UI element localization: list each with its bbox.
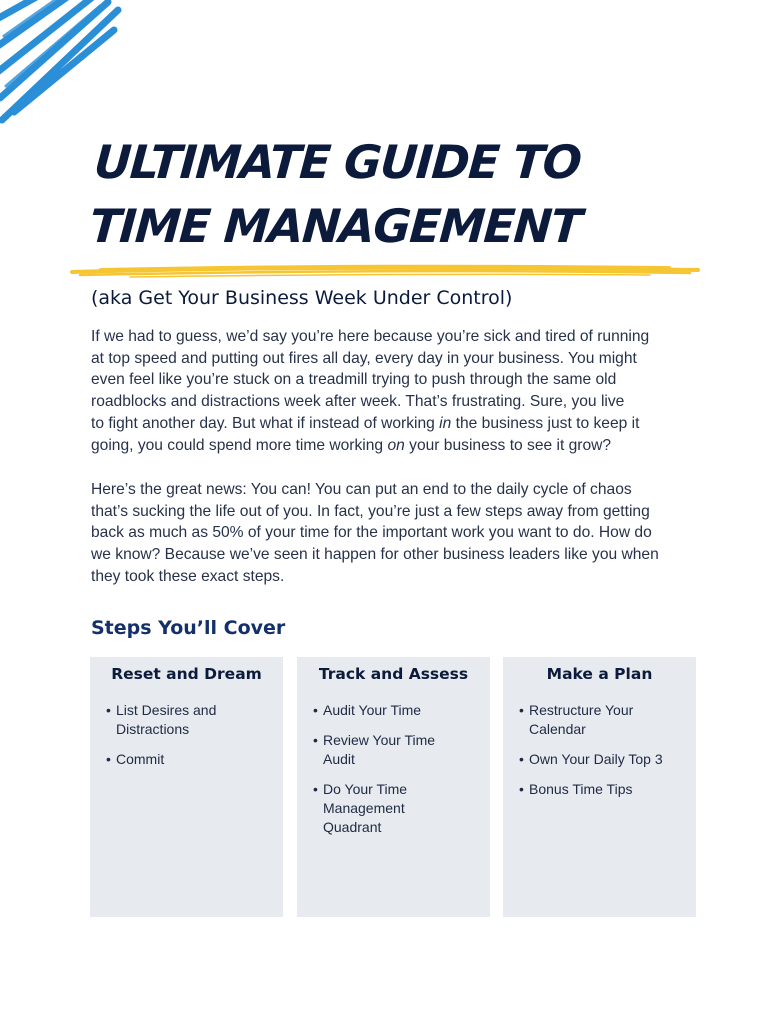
list-item-line: Quadrant <box>323 819 382 835</box>
page-title <box>88 130 588 258</box>
card-title: Make a Plan <box>546 665 653 683</box>
list-item <box>519 780 688 799</box>
list-item-line: Management <box>323 800 405 816</box>
card-title: Reset and Dream <box>111 665 262 683</box>
emphasis-in: in <box>439 414 452 432</box>
step-card-track-and-assess <box>297 657 490 917</box>
list-item-line: • Own Your Daily Top 3 <box>529 751 663 767</box>
paragraph-line: they took these exact steps. <box>91 567 285 585</box>
list-item <box>519 750 688 769</box>
paragraph-line: going, you could spend more time working on your business to see it grow? <box>91 436 612 454</box>
paragraph-line: roadblocks and distractions week after week. That’s frustrating. Sure, you live <box>91 393 625 411</box>
title-line-2: TIME MANAGEMENT <box>87 199 583 253</box>
list-item <box>313 780 482 837</box>
steps-heading: Steps You’ll Cover <box>91 617 286 639</box>
card-title: Track and Assess <box>318 665 469 683</box>
paragraph-line: If we had to guess, we’d say you’re here because you’re sick and tired of running <box>91 328 650 345</box>
intro-paragraph-1 <box>91 326 691 456</box>
list-item-line: Calendar <box>529 721 586 737</box>
paragraph-line: even feel like you’re stuck on a treadmill trying to push through the same old <box>91 371 617 389</box>
page-subtitle: (aka Get Your Business Week Under Control) <box>91 287 513 309</box>
paragraph-line: at top speed and putting out fires all day, every day in your business. You might <box>91 349 637 367</box>
paragraph-line: we know? Because we’ve seen it happen for other business leaders like you when <box>91 546 659 564</box>
list-item-line: Distractions <box>116 721 190 737</box>
list-item <box>106 701 275 739</box>
intro-paragraph-2 <box>91 479 691 588</box>
card-list <box>313 701 482 848</box>
paragraph-line: back as much as 50% of your time for the important work you want to do. How do <box>91 524 652 542</box>
list-item <box>106 750 275 769</box>
emphasis-on: on <box>387 436 405 454</box>
list-item-line: • Do Your Time <box>323 781 408 797</box>
card-list <box>519 701 688 810</box>
list-item-line: Audit <box>323 751 355 767</box>
blue-scribble-icon <box>0 0 140 140</box>
step-card-make-a-plan <box>503 657 696 917</box>
card-list <box>106 701 275 780</box>
paragraph-line: that’s sucking the life out of you. In fact, you’re just a few steps away from getting <box>91 502 650 520</box>
title-line-1: ULTIMATE GUIDE TO <box>92 135 583 189</box>
list-item <box>519 701 688 739</box>
step-card-reset-and-dream <box>90 657 283 917</box>
list-item-line: • Restructure Your <box>529 702 634 718</box>
list-item-line: • Review Your Time <box>323 732 436 748</box>
list-item <box>313 731 482 769</box>
list-item-line: • Bonus Time Tips <box>529 781 633 797</box>
list-item-line: • List Desires and <box>116 702 217 718</box>
paragraph-line: Here’s the great news: You can! You can put an end to the daily cycle of chaos <box>91 481 632 498</box>
paragraph-line: to fight another day. But what if instead of working in the business just to keep it <box>91 414 640 432</box>
list-item <box>313 701 482 720</box>
list-item-line: • Commit <box>116 751 165 767</box>
list-item-line: • Audit Your Time <box>323 702 422 718</box>
yellow-brush-underline-icon <box>70 262 700 282</box>
